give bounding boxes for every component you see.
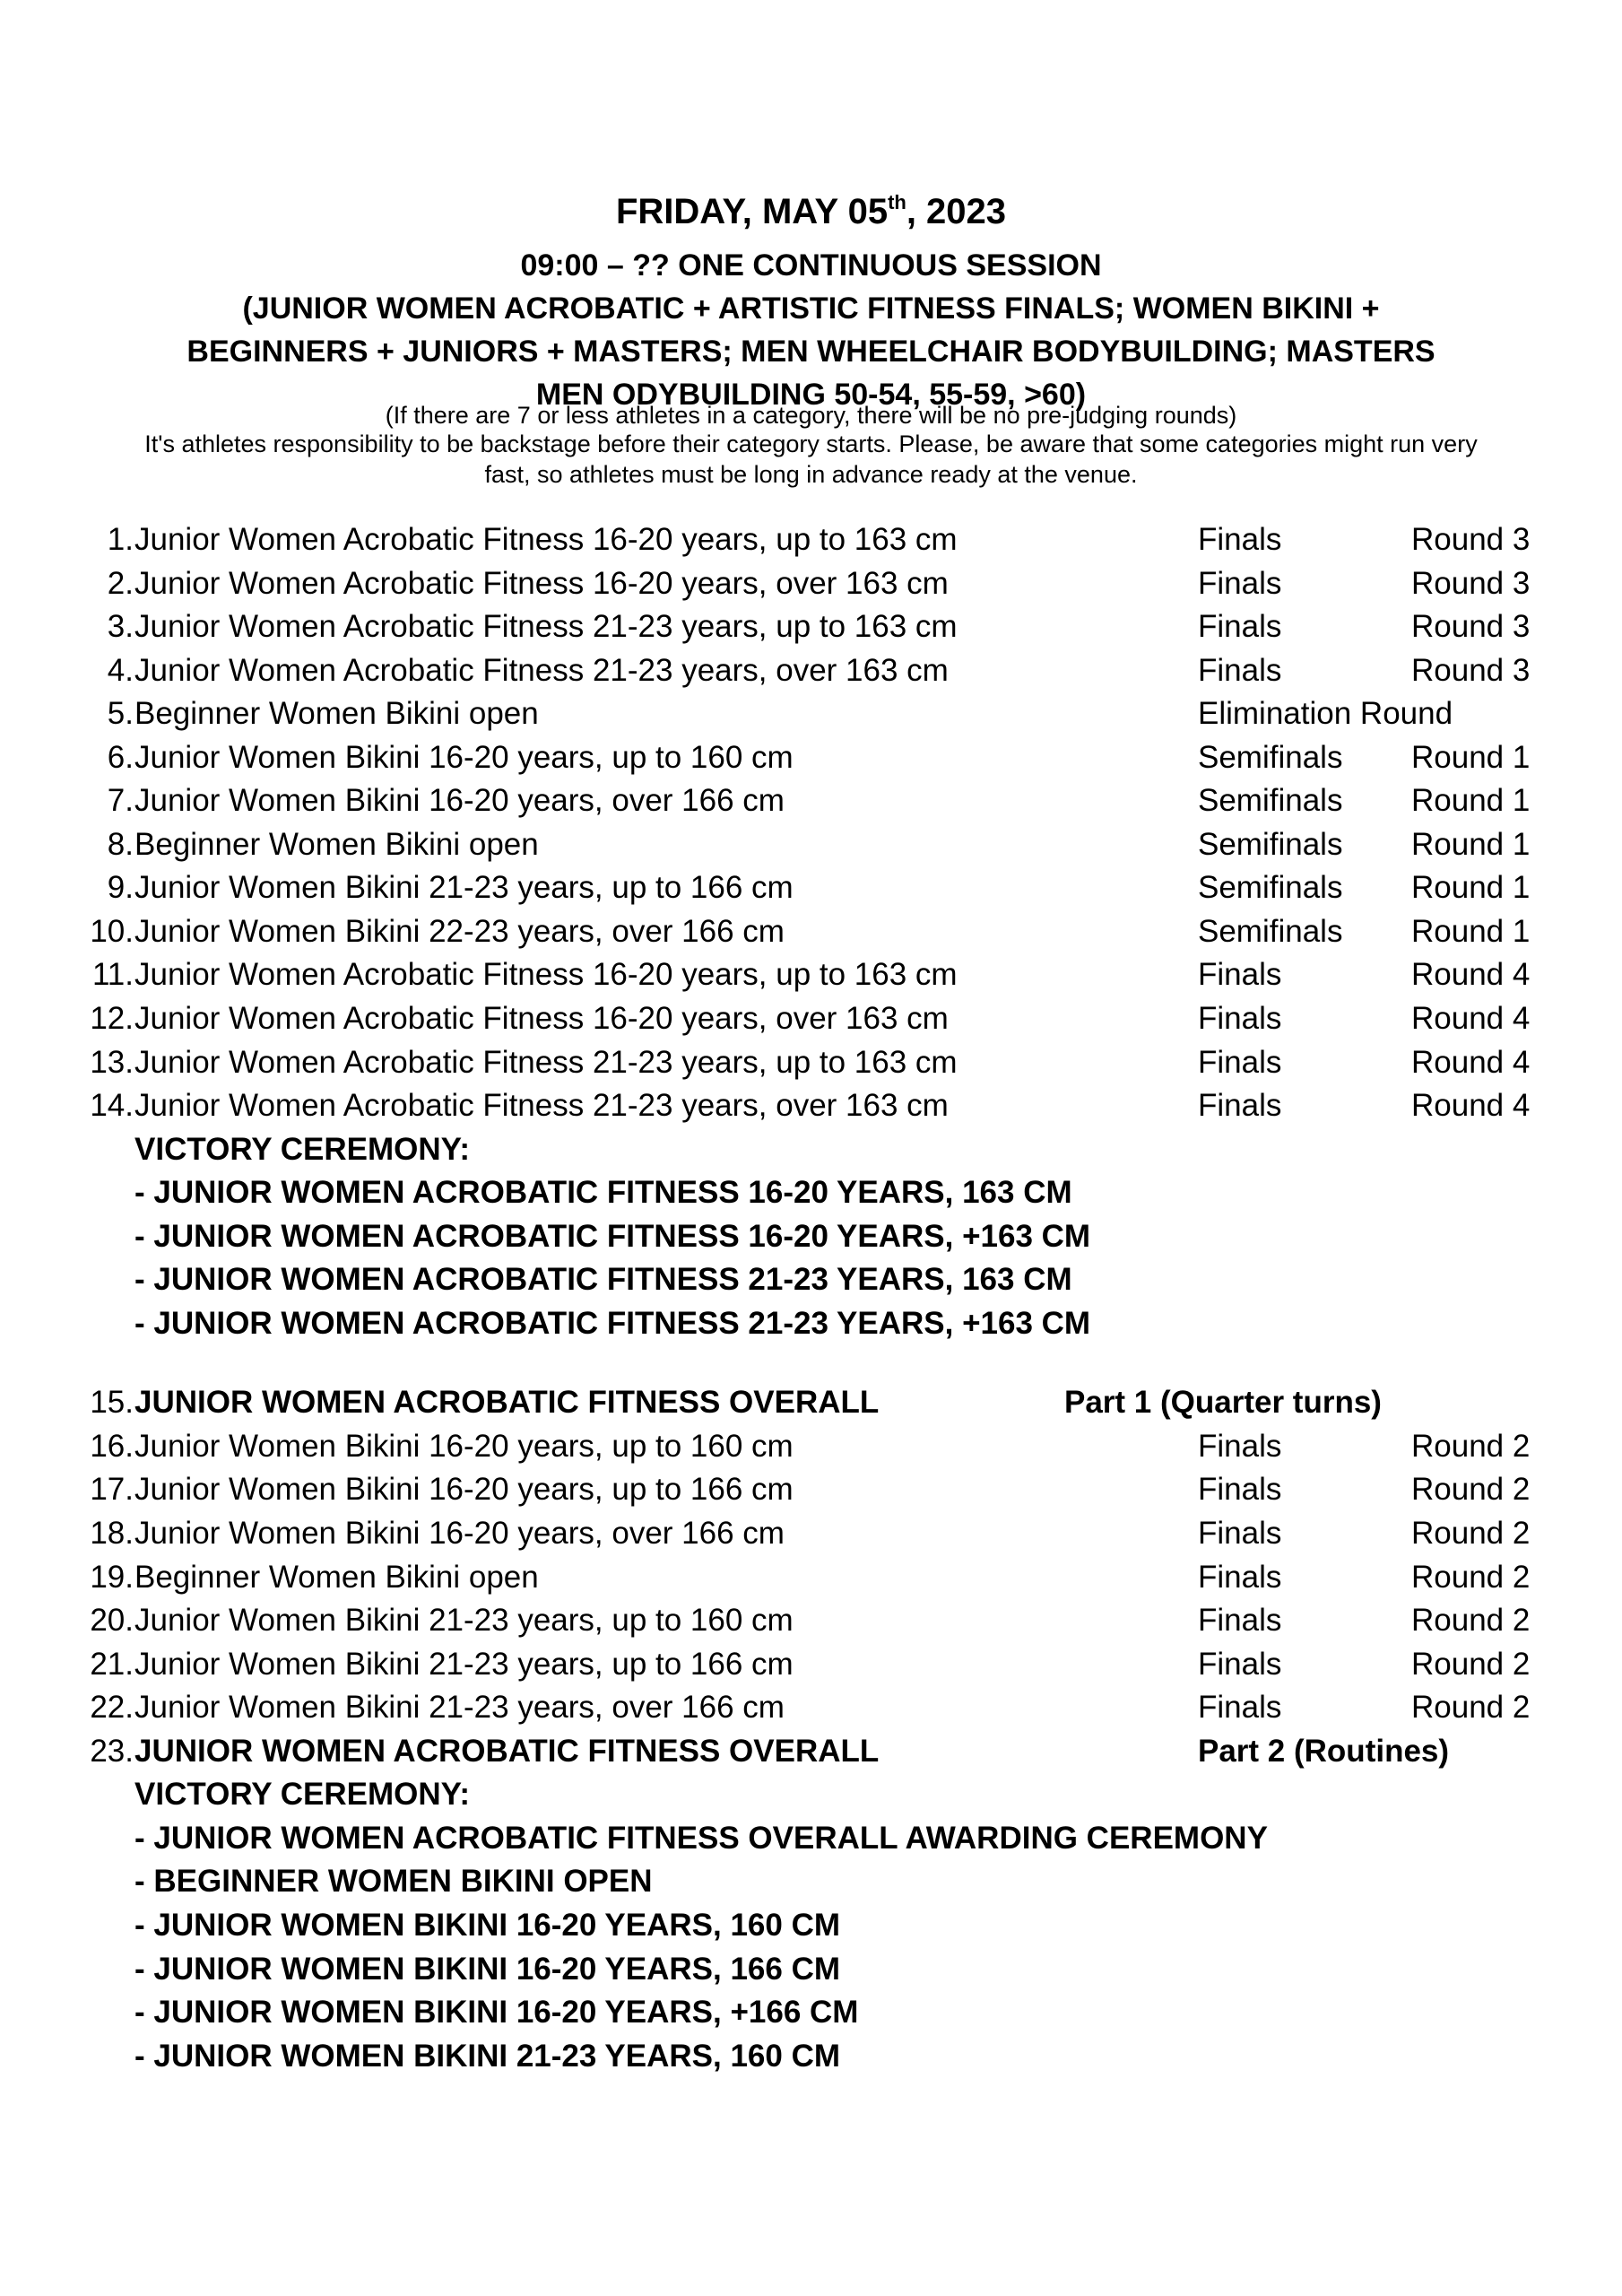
schedule-row xyxy=(0,1425,1622,1469)
category-name: Junior Women Acrobatic Fitness 16-20 years, up to 163 cm xyxy=(134,522,958,557)
round-label: Round 4 xyxy=(1411,1044,1531,1080)
ceremony-text: VICTORY CEREMONY: xyxy=(134,1777,471,1813)
date-ordinal: th xyxy=(888,191,906,213)
row-number: 18. xyxy=(90,1516,134,1552)
stage-label: Finals xyxy=(1198,1646,1282,1682)
category-name: Junior Women Bikini 21-23 years, up to 160 cm xyxy=(134,1603,794,1639)
stage-label: Finals xyxy=(1198,1603,1282,1639)
round-label: Round 2 xyxy=(1411,1428,1531,1464)
round-label: Round 1 xyxy=(1411,783,1531,819)
round-label: Round 2 xyxy=(1411,1559,1531,1595)
stage-label: Finals xyxy=(1198,1044,1282,1080)
ceremony-text: - JUNIOR WOMEN BIKINI 16-20 YEARS, 160 CM xyxy=(134,1907,841,1943)
row-number: 10. xyxy=(90,913,134,949)
round-label: Round 3 xyxy=(1411,565,1531,601)
row-number: 6. xyxy=(107,739,134,775)
row-number: 16. xyxy=(90,1428,134,1464)
session-line: 09:00 – ?? ONE CONTINUOUS SESSION xyxy=(520,248,1102,283)
category-name: Junior Women Acrobatic Fitness 16-20 years, up to 163 cm xyxy=(134,957,958,993)
round-label: Round 2 xyxy=(1411,1646,1531,1682)
session-line: (JUNIOR WOMEN ACROBATIC + ARTISTIC FITNESS FINALS; WOMEN BIKINI + xyxy=(242,291,1380,326)
category-name: Junior Women Bikini 21-23 years, up to 166 cm xyxy=(134,870,794,906)
category-name: Beginner Women Bikini open xyxy=(134,696,539,732)
row-number: 7. xyxy=(107,783,134,819)
stage-label: Elimination Round xyxy=(1198,696,1453,732)
athlete-notice: It's athletes responsibility to be backstage before their category starts. Please, be aware that some categories might run very fast, so athletes must be long in advance ready at the venue. xyxy=(144,430,1478,488)
overall-row-2 xyxy=(0,1730,1622,1774)
schedule-list xyxy=(0,518,1622,2078)
category-name: Beginner Women Bikini open xyxy=(134,1559,539,1595)
prejudging-note: (If there are 7 or less athletes in a category, there will be no pre-judging rounds) xyxy=(385,402,1237,429)
schedule-row xyxy=(0,1041,1622,1085)
row-number: 8. xyxy=(107,826,134,862)
spacer xyxy=(0,1345,1622,1381)
round-label: Round 1 xyxy=(1411,826,1531,862)
round-label: Round 2 xyxy=(1411,1472,1531,1508)
schedule-row xyxy=(0,1599,1622,1643)
ceremony-text: - JUNIOR WOMEN ACROBATIC FITNESS 21-23 YEARS, 163 CM xyxy=(134,1262,1072,1298)
schedule-row xyxy=(0,1468,1622,1512)
session-line: BEGINNERS + JUNIORS + MASTERS; MEN WHEELCHAIR BODYBUILDING; MASTERS xyxy=(186,335,1436,369)
stage-label: Finals xyxy=(1198,957,1282,993)
schedule-row xyxy=(0,518,1622,562)
ceremony-item xyxy=(0,1258,1622,1302)
schedule-row xyxy=(0,779,1622,823)
stage-label: Finals xyxy=(1198,652,1282,688)
stage-label: Finals xyxy=(1198,1472,1282,1508)
ceremony-item xyxy=(0,1991,1622,2035)
category-name: Junior Women Bikini 16-20 years, up to 160 cm xyxy=(134,739,794,775)
schedule-row xyxy=(0,1512,1622,1556)
ceremony-text: - JUNIOR WOMEN ACROBATIC FITNESS OVERALL AWARDING CEREMONY xyxy=(134,1820,1268,1856)
stage-label: Finals xyxy=(1198,1690,1282,1726)
round-label: Round 1 xyxy=(1411,739,1531,775)
stage-label: Semifinals xyxy=(1198,783,1343,819)
schedule-row xyxy=(0,866,1622,910)
schedule-part-2 xyxy=(0,1425,1622,1730)
row-number: 15. xyxy=(90,1385,134,1421)
ceremony-text: - BEGINNER WOMEN BIKINI OPEN xyxy=(134,1864,653,1900)
stage-label: Finals xyxy=(1198,522,1282,557)
date-year: , 2023 xyxy=(906,192,1007,231)
row-number: 2. xyxy=(107,565,134,601)
schedule-row xyxy=(0,997,1622,1041)
ceremony-item xyxy=(0,1215,1622,1259)
schedule-row xyxy=(0,1686,1622,1730)
victory-ceremony-1 xyxy=(0,1128,1622,1346)
category-name: Junior Women Acrobatic Fitness 16-20 years, over 163 cm xyxy=(134,1001,949,1037)
stage-label: Part 1 (Quarter turns) xyxy=(1064,1385,1382,1421)
row-number: 5. xyxy=(107,696,134,732)
ceremony-item xyxy=(0,1817,1622,1861)
category-name: Junior Women Bikini 16-20 years, over 166 cm xyxy=(134,783,785,819)
row-number: 17. xyxy=(90,1472,134,1508)
ceremony-heading xyxy=(0,1773,1622,1817)
round-label: Round 2 xyxy=(1411,1516,1531,1552)
round-label: Round 1 xyxy=(1411,913,1531,949)
category-name: Junior Women Bikini 16-20 years, up to 160 cm xyxy=(134,1428,794,1464)
stage-label: Semifinals xyxy=(1198,870,1343,906)
category-name: Junior Women Acrobatic Fitness 16-20 years, over 163 cm xyxy=(134,565,949,601)
stage-label: Semifinals xyxy=(1198,913,1343,949)
row-number: 4. xyxy=(107,652,134,688)
row-number: 3. xyxy=(107,609,134,645)
category-name: Junior Women Bikini 21-23 years, over 166 cm xyxy=(134,1690,785,1726)
schedule-row xyxy=(0,1643,1622,1687)
ceremony-text: - JUNIOR WOMEN BIKINI 16-20 YEARS, 166 CM xyxy=(134,1951,841,1987)
category-name: Junior Women Bikini 16-20 years, up to 166 cm xyxy=(134,1472,794,1508)
row-number: 13. xyxy=(90,1044,134,1080)
row-number: 19. xyxy=(90,1559,134,1595)
ceremony-item xyxy=(0,1302,1622,1346)
stage-label: Semifinals xyxy=(1198,739,1343,775)
stage-label: Finals xyxy=(1198,1559,1282,1595)
category-name: Junior Women Acrobatic Fitness 21-23 years, over 163 cm xyxy=(134,652,949,688)
ceremony-item xyxy=(0,2035,1622,2079)
schedule-row xyxy=(0,1084,1622,1128)
ceremony-text: - JUNIOR WOMEN BIKINI 16-20 YEARS, +166 CM xyxy=(134,1995,859,2031)
stage-label: Part 2 (Routines) xyxy=(1198,1733,1450,1769)
stage-label: Semifinals xyxy=(1198,826,1343,862)
category-name: Junior Women Bikini 21-23 years, up to 166 cm xyxy=(134,1646,794,1682)
overall-row-1 xyxy=(0,1381,1622,1425)
schedule-row xyxy=(0,649,1622,693)
category-name: Junior Women Bikini 16-20 years, over 166 cm xyxy=(134,1516,785,1552)
schedule-row xyxy=(0,953,1622,997)
round-label: Round 4 xyxy=(1411,1001,1531,1037)
ceremony-text: - JUNIOR WOMEN ACROBATIC FITNESS 21-23 YEARS, +163 CM xyxy=(134,1305,1091,1341)
round-label: Round 3 xyxy=(1411,522,1531,557)
round-label: Round 3 xyxy=(1411,652,1531,688)
row-number: 11. xyxy=(91,957,134,993)
schedule-row xyxy=(0,605,1622,649)
page-date xyxy=(0,190,1622,233)
date-text: FRIDAY, MAY 05 xyxy=(615,192,889,231)
ceremony-item xyxy=(0,1860,1622,1904)
row-number: 23. xyxy=(90,1733,134,1769)
schedule-row xyxy=(0,823,1622,867)
category-name: Junior Women Acrobatic Fitness 21-23 years, up to 163 cm xyxy=(134,609,958,645)
row-number: 21. xyxy=(90,1646,134,1682)
schedule-row xyxy=(0,692,1622,736)
round-label: Round 2 xyxy=(1411,1690,1531,1726)
category-name: JUNIOR WOMEN ACROBATIC FITNESS OVERALL xyxy=(134,1733,880,1769)
ceremony-heading xyxy=(0,1128,1622,1172)
ceremony-text: - JUNIOR WOMEN ACROBATIC FITNESS 16-20 YEARS, 163 CM xyxy=(134,1175,1072,1211)
schedule-row xyxy=(0,562,1622,606)
round-label: Round 4 xyxy=(1411,1088,1531,1124)
row-number: 1. xyxy=(107,522,134,557)
row-number: 9. xyxy=(107,870,134,906)
row-number: 20. xyxy=(90,1603,134,1639)
category-name: Beginner Women Bikini open xyxy=(134,826,539,862)
stage-label: Finals xyxy=(1198,565,1282,601)
category-name: Junior Women Acrobatic Fitness 21-23 years, up to 163 cm xyxy=(134,1044,958,1080)
row-number: 22. xyxy=(90,1690,134,1726)
stage-label: Finals xyxy=(1198,1516,1282,1552)
ceremony-text: - JUNIOR WOMEN ACROBATIC FITNESS 16-20 YEARS, +163 CM xyxy=(134,1218,1091,1254)
ceremony-text: VICTORY CEREMONY: xyxy=(134,1131,471,1167)
ceremony-item xyxy=(0,1171,1622,1215)
schedule-part-1 xyxy=(0,518,1622,1128)
ceremony-item xyxy=(0,1904,1622,1948)
victory-ceremony-2 xyxy=(0,1773,1622,2078)
session-line: MEN ODYBUILDING 50-54, 55-59, >60) xyxy=(535,378,1087,412)
stage-label: Finals xyxy=(1198,1001,1282,1037)
stage-label: Finals xyxy=(1198,1428,1282,1464)
category-name: Junior Women Acrobatic Fitness 21-23 years, over 163 cm xyxy=(134,1088,949,1124)
schedule-row xyxy=(0,1556,1622,1600)
round-label: Round 1 xyxy=(1411,870,1531,906)
round-label: Round 2 xyxy=(1411,1603,1531,1639)
ceremony-text: - JUNIOR WOMEN BIKINI 21-23 YEARS, 160 CM xyxy=(134,2038,841,2074)
stage-label: Finals xyxy=(1198,609,1282,645)
row-number: 12. xyxy=(90,1001,134,1037)
session-title xyxy=(0,244,1622,416)
row-number: 14. xyxy=(90,1088,134,1124)
category-name: Junior Women Bikini 22-23 years, over 166 cm xyxy=(134,913,785,949)
schedule-row xyxy=(0,910,1622,954)
round-label: Round 3 xyxy=(1411,609,1531,645)
schedule-row xyxy=(0,736,1622,780)
ceremony-item xyxy=(0,1948,1622,1992)
stage-label: Finals xyxy=(1198,1088,1282,1124)
round-label: Round 4 xyxy=(1411,957,1531,993)
category-name: JUNIOR WOMEN ACROBATIC FITNESS OVERALL xyxy=(134,1385,880,1421)
